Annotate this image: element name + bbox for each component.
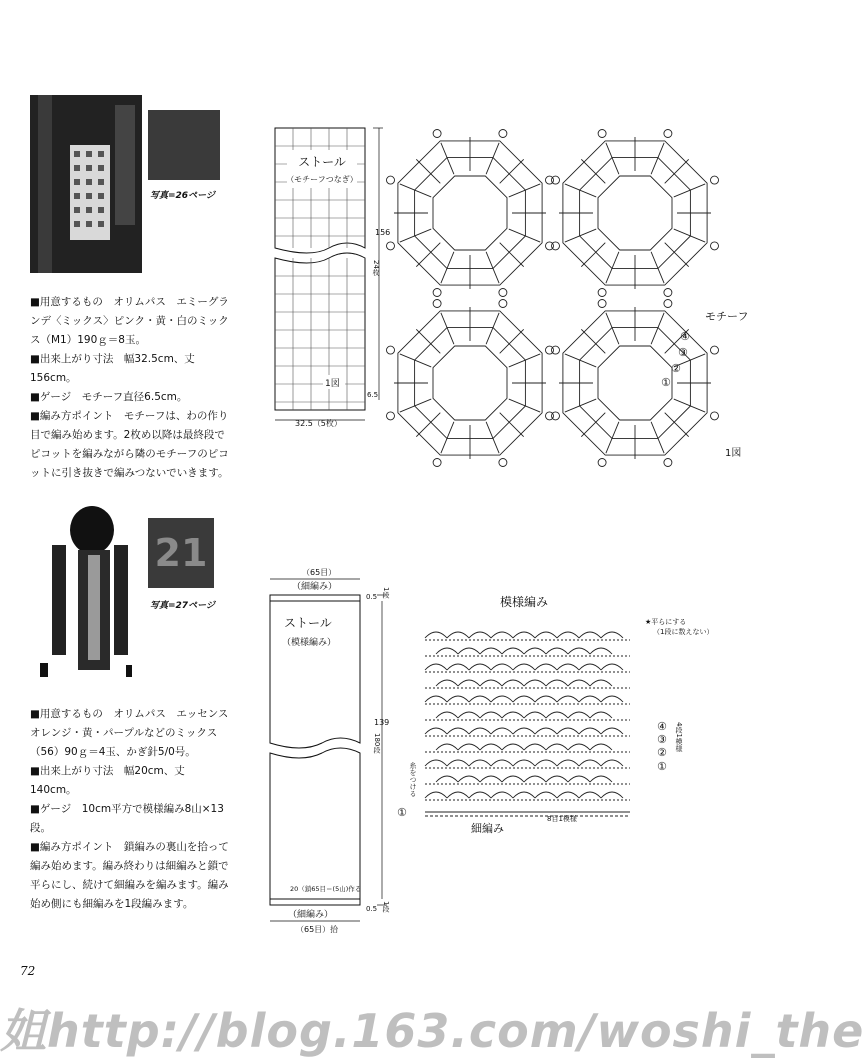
project-21-photo-caption: 写真=27ページ — [150, 601, 215, 611]
project-20-photo-art — [30, 95, 142, 273]
page-number: 72 — [20, 964, 36, 978]
project-20-length: 156 — [375, 228, 391, 237]
pattern-row-1: ① — [657, 760, 667, 773]
pattern-title: 模様編み — [500, 595, 549, 609]
motif-label: モチーフ — [705, 310, 749, 323]
project-21-stole-diagram — [262, 565, 407, 940]
pattern-row-2: ② — [657, 746, 667, 759]
project-20-stole-diagram — [265, 120, 390, 430]
project-20-materials: ■用意するもの オリムパス エミーグランデ〈ミックス〉ピンク・黄・白のミックス（M1）190ｇ＝8玉。 — [30, 296, 229, 346]
project-20-photo-caption: 写真=26ページ — [150, 191, 215, 201]
project-20-length-rows: 24枚 — [372, 260, 380, 276]
pattern-flat-note-2: （1段に数えない） — [653, 628, 714, 636]
project-21-pattern-chart — [395, 590, 750, 840]
project-21-info — [30, 705, 239, 914]
pattern-start-row: ① — [397, 806, 407, 819]
project-21-size: ■出来上がり寸法 幅20cm、丈140cm。 — [30, 765, 185, 796]
motif-round-3: ③ — [678, 346, 688, 359]
project-21-point: ■編み方ポイント 鎖編みの裏山を拾って編み始めます。編み終わりは細編みと鎖で平らにし、続けて細編みを編みます。編み始め側にも細編みを1段編みます。 — [30, 841, 229, 910]
motif-round-4: ④ — [680, 330, 690, 343]
project-20-point: ■編み方ポイント モチーフは、わの作り目で編み始めます。2枚め以降は最終段でピコットを編みながら隣のモチーフのピコットに引き抜きで編みつないでいきます。 — [30, 410, 229, 479]
project-21-bottom-row: 0.5 — [366, 905, 378, 913]
pattern-flat-note: ★平らにする — [645, 618, 687, 626]
project-21-top-count: （65目） — [302, 568, 337, 577]
project-20-size: ■出来上がり寸法 幅32.5cm、丈156cm。 — [30, 353, 195, 384]
project-20-motif-size: 6.5 — [367, 391, 379, 399]
pattern-join: 糸をつける — [409, 762, 417, 797]
motif-fig: 1図 — [725, 448, 742, 459]
project-21-number-block: 21 — [148, 518, 214, 588]
project-21-diagram-subtitle: （模様編み） — [282, 638, 337, 648]
project-20-gauge: ■ゲージ モチーフ直径6.5cm。 — [30, 391, 188, 403]
motif-round-2: ② — [671, 362, 681, 375]
project-21-photo-art — [30, 505, 142, 685]
project-21-bottom-row-label: 1段 — [382, 901, 390, 913]
project-20-info — [30, 293, 230, 483]
project-21-bottom-count: （65目）拾 — [296, 925, 339, 934]
pattern-row-4: ④ — [657, 720, 667, 733]
pattern-repeat-width: 8目1模様 — [547, 815, 577, 823]
project-21-start: 20（鎖65目＝(5山)作る — [290, 885, 362, 893]
project-21-top-row-label: 1段 — [382, 587, 390, 599]
motif-round-1: ① — [661, 376, 671, 389]
project-20-motif-chart — [395, 118, 750, 478]
project-21-length-rows: 180段 — [373, 733, 381, 754]
project-21-top-row: 0.5 — [366, 593, 378, 601]
project-20-width: 32.5（5枚） — [295, 419, 342, 428]
project-21-bottom-band: （細編み） — [288, 910, 334, 920]
watermark: 姐http://blog.163.com/woshi_the — [0, 1004, 864, 1058]
project-20-number-block — [148, 110, 220, 180]
project-21-diagram-title: ストール — [284, 616, 332, 630]
pattern-repeat: 4段1模様 — [675, 722, 683, 752]
project-20-diagram-fig: 1図 — [325, 379, 340, 389]
project-20-diagram-title: ストール — [298, 155, 346, 169]
project-21-photo — [30, 505, 142, 685]
project-20-photo — [30, 95, 142, 273]
pattern-row-3: ③ — [657, 733, 667, 746]
project-21-length: 139 — [374, 718, 390, 727]
project-20-diagram-subtitle: （モチーフつなぎ） — [286, 175, 358, 184]
project-21-top-band: （細編み） — [292, 582, 338, 592]
project-21-gauge: ■ゲージ 10cm平方で模様編み8山×13段。 — [30, 803, 224, 834]
pattern-bottom-label: 細編み — [471, 822, 504, 835]
project-21-materials: ■用意するもの オリムパス エッセンス オレンジ・黄・パープルなどのミックス（56）90ｇ＝4玉、かぎ針5/0号。 — [30, 708, 239, 758]
